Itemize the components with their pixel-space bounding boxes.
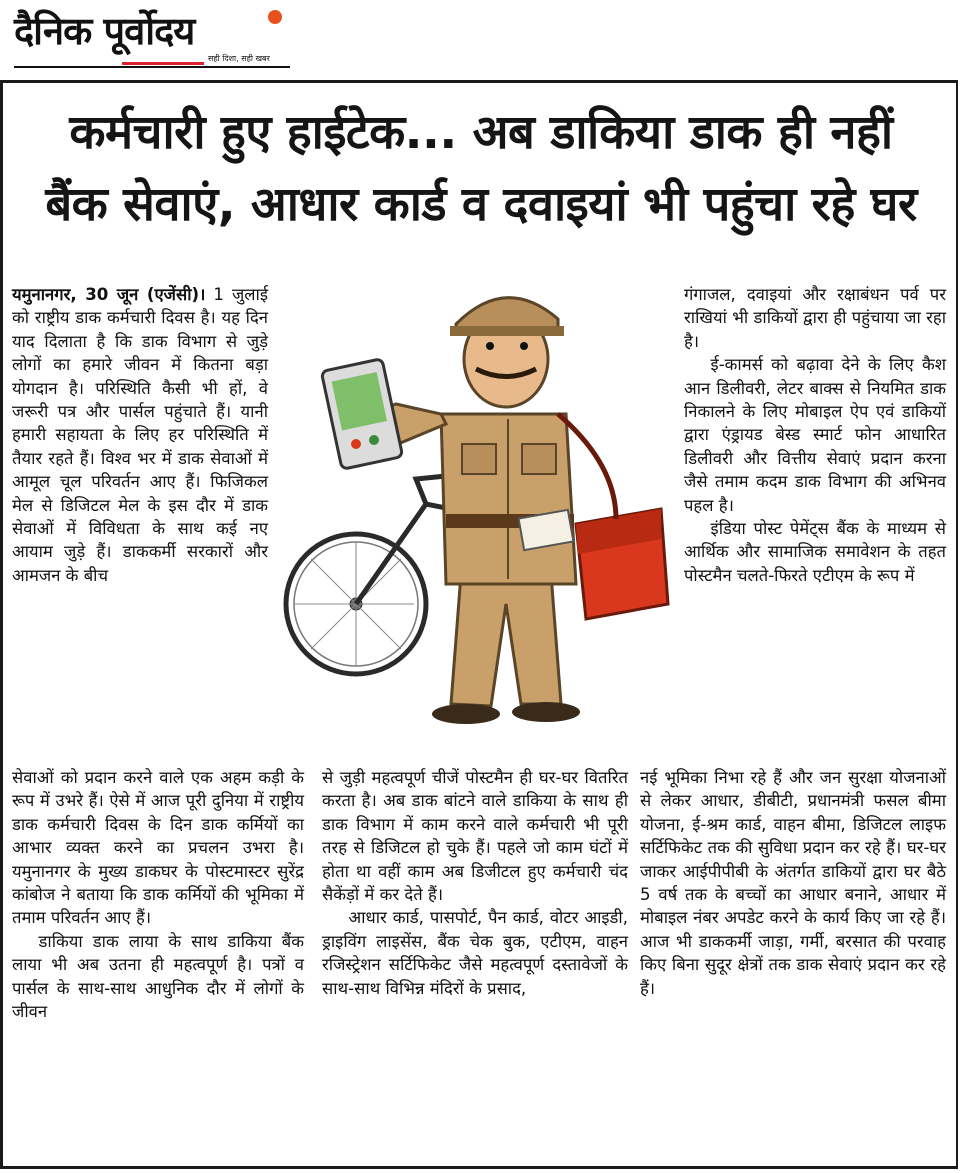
paragraph: से जुड़ी महत्वपूर्ण चीजें पोस्टमैन ही घर-घर वितरित करता है। अब डाक बांटने वाले डाकिया के साथ ही डाक विभाग में काम करने वाले कर्मचारी भी पूरी तरह से डिजिटल हो चुके हैं। पहले जो काम घंटों में होता था वहीं काम अब डिजीटल हुए कर्मचारी चंद सैकेंड़ों में कर देते हैं।: [322, 768, 628, 905]
paragraph: आधार कार्ड, पासपोर्ट, पैन कार्ड, वोटर आइडी, ड्राइविंग लाइसेंस, बैंक चेक बुक, एटीएम, वाहन रजिस्ट्रेशन सर्टिफिकेट जैसे महत्वपूर्ण दस्तावेजों के साथ-साथ विभिन्न मंदिरों के प्रसाद,: [322, 908, 628, 998]
masthead: [10, 0, 300, 78]
article-column-2: [322, 766, 628, 1000]
paragraph: डाकिया डाक लाया के साथ डाकिया बैंक लाया भी अब उतना ही महत्वपूर्ण है। पत्रों व पार्सल के साथ-साथ आधुनिक दौर में लोगों के जीवन: [12, 931, 304, 1022]
logo-red-bar: [122, 62, 204, 65]
headline-line-1: कर्मचारी हुए हाईटेक... अब डाकिया डाक ही नहीं: [69, 105, 893, 160]
article-column-1-bottom: [12, 766, 304, 1023]
postman-figure: [371, 298, 580, 724]
logo-accent-dot: [268, 10, 282, 24]
paragraph: 1 जुलाई को राष्ट्रीय डाक कर्मचारी दिवस है। यह दिन याद दिलाता है कि डाक विभाग से जुड़े लोगों का हमारे जीवन में कितना बड़ा योगदान है। परिस्थिति कैसी भी हों, वे जरूरी पत्र और पार्सल पहुंचाते हैं। यानी हमारी सहायता के लिए हर परिस्थिति में तैयार रहते हैं। विश्व भर में डाक सेवाओं में आमूल चूल परिवर्तन आए हैं। फिजिकल मेल से डिजिटल मेल के इस दौर में डाक सेवाओं में विविधता के साथ कई नए आयाम जुड़े हैं। डाककर्मी सरकारों और आमजन के बीच: [12, 285, 268, 585]
newspaper-tagline: सही दिशा, सही खबर: [208, 54, 270, 63]
logo-underline: [14, 66, 290, 68]
article-column-3-bottom: [640, 766, 946, 1000]
paragraph: इंडिया पोस्ट पेमेंट्स बैंक के माध्यम से आर्थिक और सामाजिक समावेशन के तहत पोस्टमैन चलते-फिरते एटीएम के रूप में: [684, 519, 946, 585]
newspaper-logo: दैनिक पूर्वोदय: [14, 9, 195, 53]
dateline: यमुनानगर, 30 जून (एजेंसी)।: [12, 285, 206, 304]
postman-illustration: [276, 274, 674, 744]
paragraph: नई भूमिका निभा रहे हैं और जन सुरक्षा योजनाओं से लेकर आधार, डीबीटी, प्रधानमंत्री फसल बीमा योजना, ई-श्रम कार्ड, वाहन बीमा, डिजिटल लाइफ सर्टिफिकेट तक की सुविधा प्रदान कर रहे हैं। घर-घर जाकर आईपीपीबी के अंतर्गत डाकियों द्वारा घर बैठे 5 वर्ष तक के बच्चों का आधार बनाने, आधार में मोबाइल नंबर अपडेट करने के कार्य किए जा रहे हैं। आज भी डाककर्मी जाड़ा, गर्मी, बरसात की परवाह किए बिना सुदूर क्षेत्रों तक डाक सेवाएं प्रदान कर रहे हैं।: [640, 768, 946, 998]
article-column-1-top: [12, 283, 268, 587]
paragraph: ई-कामर्स को बढ़ावा देने के लिए कैश आन डिलीवरी, लेटर बाक्स से नियमित डाक निकालने के लिए मोबाइल ऐप एवं डाकियों द्वारा एंड्रायड बेस्ड स्मार्ट फोन आधारित डिलीवरी और वित्तीय सेवाएं प्रदान करना जैसे तमाम कदम डाक विभाग की अभिनव पहल है।: [684, 355, 946, 515]
headline-line-2: बैंक सेवाएं, आधार कार्ड व दवाइयां भी पहुंचा रहे घर: [45, 177, 917, 232]
paragraph: गंगाजल, दवाइयां और रक्षाबंधन पर्व पर राखियां भी डाकियों द्वारा ही पहुंचाया जा रहा है।: [684, 285, 946, 351]
article-column-3-top: [684, 283, 946, 587]
mail-bag: [558, 414, 668, 619]
paragraph: सेवाओं को प्रदान करने वाले एक अहम कड़ी के रूप में उभरे हैं। ऐसे में आज पूरी दुनिया में राष्ट्रीय डाक कर्मचारी दिवस के दिन डाक कर्मियों का आभार व्यक्त करने का प्रचलन उभरा है। यमुनानगर के मुख्य डाकघर के पोस्टमास्टर सुरेंद्र कांबोज ने बताया कि डाक कर्मियों की भूमिका में तमाम परिवर्तन आए हैं।: [12, 768, 304, 928]
smartphone: [321, 359, 402, 470]
